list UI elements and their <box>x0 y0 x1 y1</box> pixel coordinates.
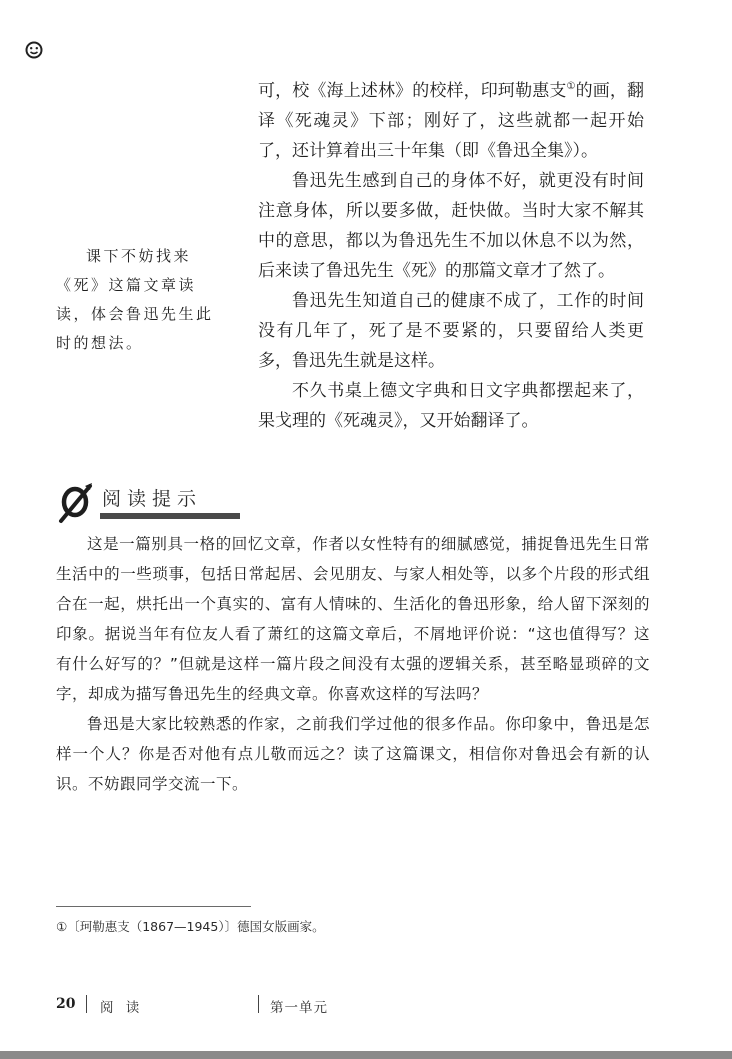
main-body-text <box>258 76 644 436</box>
body-paragraph-4: 不久书桌上德文字典和日文字典都摆起来了，果戈理的《死魂灵》，又开始翻译了。 <box>258 381 644 431</box>
footnote-marker: ① <box>566 81 576 92</box>
body-paragraph-1-part-b: 的画，翻译《死魂灵》下部；刚好了，这些就都一起开始了，还计算着出三十年集（即《鲁迅全集》）。 <box>258 81 645 161</box>
reading-hint-paragraph-1: 这是一篇别具一格的回忆文章，作者以女性特有的细腻感觉，捕捉鲁迅先生日常生活中的一些琐事，包括日常起居、会见朋友、与家人相处等，以多个片段的形式组合在一起，烘托出一个真实的、富有人情味的、生活化的鲁迅形象，给人留下深刻的印象。据说当年有位友人看了萧红的这篇文章后，不屑地评价说：“这也值得写？这有什么好写的？”但就是这样一篇片段之间没有太强的逻辑关系，甚至略显琐碎的文字，却成为描写鲁迅先生的经典文章。你喜欢这样的写法吗？ <box>56 535 650 703</box>
page-bottom-edge <box>0 1051 732 1059</box>
footer-book-label: 阅 读 <box>100 1000 144 1016</box>
smiley-face-icon <box>24 40 44 60</box>
page-number: 20 <box>56 996 76 1012</box>
body-paragraph-3: 鲁迅先生知道自己的健康不成了，工作的时间没有几年了，死了是不要紧的，只要留给人类更多，鲁迅先生就是这样。 <box>258 291 644 371</box>
crossed-circle-arrow-icon <box>56 480 100 528</box>
footer-separator <box>258 995 259 1013</box>
footnote-text: ①〔珂勒惠支（1867—1945）〕德国女版画家。 <box>56 919 325 934</box>
reading-hint-title: 阅读提示 <box>102 488 203 510</box>
reading-hint-paragraph-2: 鲁迅是大家比较熟悉的作家，之前我们学过他的很多作品。你印象中，鲁迅是怎样一个人？你是否对他有点儿敬而远之？读了这篇课文，相信你对鲁迅会有新的认识。不妨跟同学交流一下。 <box>56 715 650 793</box>
footnote-divider <box>56 906 251 907</box>
footer-unit-label: 第一单元 <box>270 1000 328 1016</box>
reading-hint-text <box>56 529 650 799</box>
body-paragraph-2: 鲁迅先生感到自己的身体不好，就更没有时间注意身体，所以要多做，赶快做。当时大家不解其中的意思，都以为鲁迅先生不加以休息不以为然，后来读了鲁迅先生《死》的那篇文章才了然了。 <box>258 171 644 281</box>
margin-side-note: 课下不妨找来《死》这篇文章读读，体会鲁迅先生此时的想法。 <box>56 247 214 352</box>
footer-separator <box>86 995 87 1013</box>
body-paragraph-1-part-a: 可，校《海上述林》的校样，印珂勒惠支 <box>258 81 567 101</box>
body-paragraph-1 <box>258 76 644 166</box>
reading-hint-header <box>56 480 256 528</box>
reading-hint-underline-bar <box>100 513 240 519</box>
